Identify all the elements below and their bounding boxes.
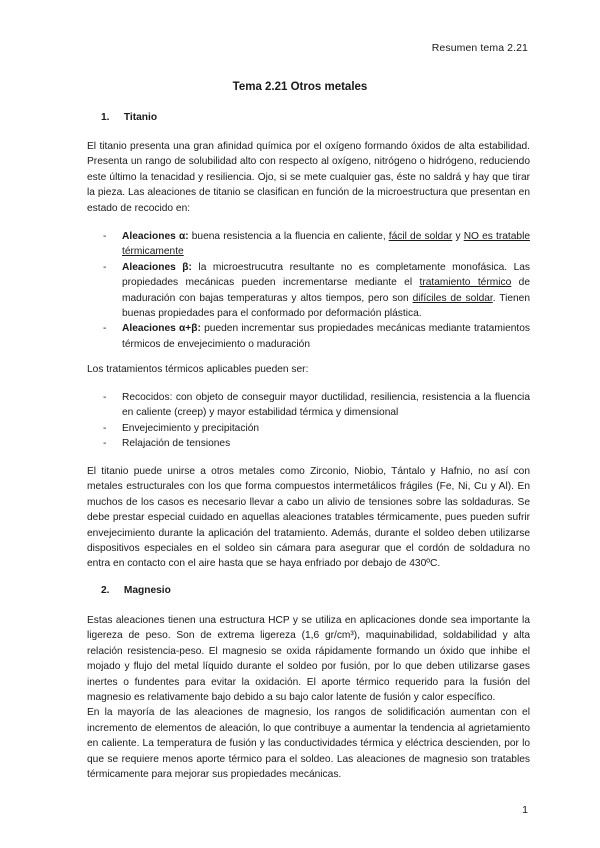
list-item-beta: - Aleaciones β: la microestrucutra resultante no es completamente monofásica. Las propiedades mecánicas pueden incrementarse mediante el tratamiento térmico de maduración con bajas temperaturas y altos tiempos, pero son difíciles de soldar. Tienen buenas propiedades para el conformado por deformación plástica.	[103, 261, 531, 320]
alloy-name: Aleaciones α:	[122, 231, 189, 242]
section-number: 1.	[101, 112, 110, 123]
bullet-dash: -	[103, 231, 107, 242]
alloy-name: Aleaciones α+β:	[122, 323, 201, 335]
underlined-text: fácil de soldar	[388, 231, 453, 242]
treatments-list	[87, 390, 530, 452]
bullet-dash: -	[103, 422, 107, 434]
bullet-dash: -	[103, 323, 107, 335]
running-header: Resumen tema 2.21	[431, 42, 528, 54]
titanio-closing-paragraph: El titanio puede unirse a otros metales como Zirconio, Niobio, Tántalo y Hafnio, no así con metales estructurales con los que forma compuestos intermetálicos frágiles (Fe, Ni, Cu y Al). En muchos de los casos es necesario llevar a cabo un alivio de tensiones sobre las soldaduras. Se debe prestar especial cuidado en aquellas aleaciones tratables térmicamente, pues pueden sufrir envejecimiento durante la aplicación del tratamiento. Además, durante el soldeo deben utilizarse dispositivos especiales en el soldeo sin cámara para asegurar que el cordón de soldadura no entra en contacto con el aire hasta que se haya enfriado por debajo de 430ºC.	[87, 466, 530, 570]
bullet-dash: -	[103, 392, 107, 403]
bullet-dash: -	[103, 438, 107, 450]
section-heading-titanio	[87, 110, 530, 125]
treatments-intro: Los tratamientos térmicos aplicables pueden ser:	[87, 364, 309, 375]
section-title: Magnesio	[123, 585, 171, 596]
list-item-alpha-beta: - Aleaciones α+β: pueden incrementar sus propiedades mecánicas mediante tratamientos térmicos de envejecimiento o maduración	[103, 323, 530, 350]
magnesio-paragraph-1: Estas aleaciones tienen una estructura HCP y se utiliza en aplicaciones donde sea importante la ligereza de peso. Son de extrema ligereza (1,6 gr/cm³), maquinabilidad, soldabilidad y alta relación resistencia-peso. El magnesio se oxida rápidamente formando un óxido que inhibe el mojado y flujo del metal líquido durante el soldeo por fusión, por lo que deben utilizarse gases inertes o fundentes para evitar la oxidación. El aporte térmico requerido para la fusión del magnesio es relativamente bajo debido a su bajo calor latente de fusión y calor específico.	[87, 615, 530, 704]
magnesio-paragraph-2: En la mayoría de las aleaciones de magnesio, los rangos de solidificación aumentan con el incremento de elementos de aleación, lo que contribuye a aumentar la tendencia al agrietamiento en caliente. La temperatura de fusión y las conductividades térmica y eléctrica descienden, por lo que se requiere menos aporte térmico para el soldeo. Las aleaciones de magnesio son tratables térmicamente para mejorar sus propiedades mecánicas.	[87, 707, 530, 781]
bullet-dash: -	[103, 261, 107, 273]
underlined-text: NO es tratable térmicamente	[122, 231, 531, 258]
list-item-alpha: - Aleaciones α: buena resistencia a la fluencia en caliente, fácil de soldar y NO es tratable térmicamente	[103, 231, 531, 258]
list-item: - Envejecimiento y precipitación	[87, 421, 530, 436]
list-item: - Relajación de tensiones	[87, 436, 530, 451]
list-item: - Recocidos: con objeto de conseguir mayor ductilidad, resiliencia, resistencia a la fluencia en caliente (creep) y mayor estabilidad térmica y dimensional	[103, 392, 530, 419]
page-number: 1	[522, 804, 528, 816]
section-heading-magnesio	[87, 583, 530, 598]
underlined-text: tratamiento térmico	[419, 277, 512, 289]
alloy-list	[87, 229, 530, 352]
page-title: Tema 2.21 Otros metales	[232, 81, 368, 93]
section-title: Titanio	[123, 112, 158, 123]
underlined-text: difíciles de soldar	[412, 292, 493, 304]
alloy-name: Aleaciones β:	[122, 261, 192, 273]
magnesio-body	[87, 613, 530, 782]
section-number: 2.	[101, 585, 110, 596]
titanio-intro-paragraph: El titanio presenta una gran afinidad química por el oxígeno formando óxidos de alta estabilidad. Presenta un rango de solubilidad alto con respecto al oxígeno, nitrógeno o hidrógeno, reduciendo este último la tenacidad y resiliencia. Ojo, si se mete cualquier gas, éste no saldrá y hay que tirar la pieza. Las aleaciones de titanio se clasifican en función de la microestructura que presentan en estado de recocido en:	[87, 141, 530, 214]
